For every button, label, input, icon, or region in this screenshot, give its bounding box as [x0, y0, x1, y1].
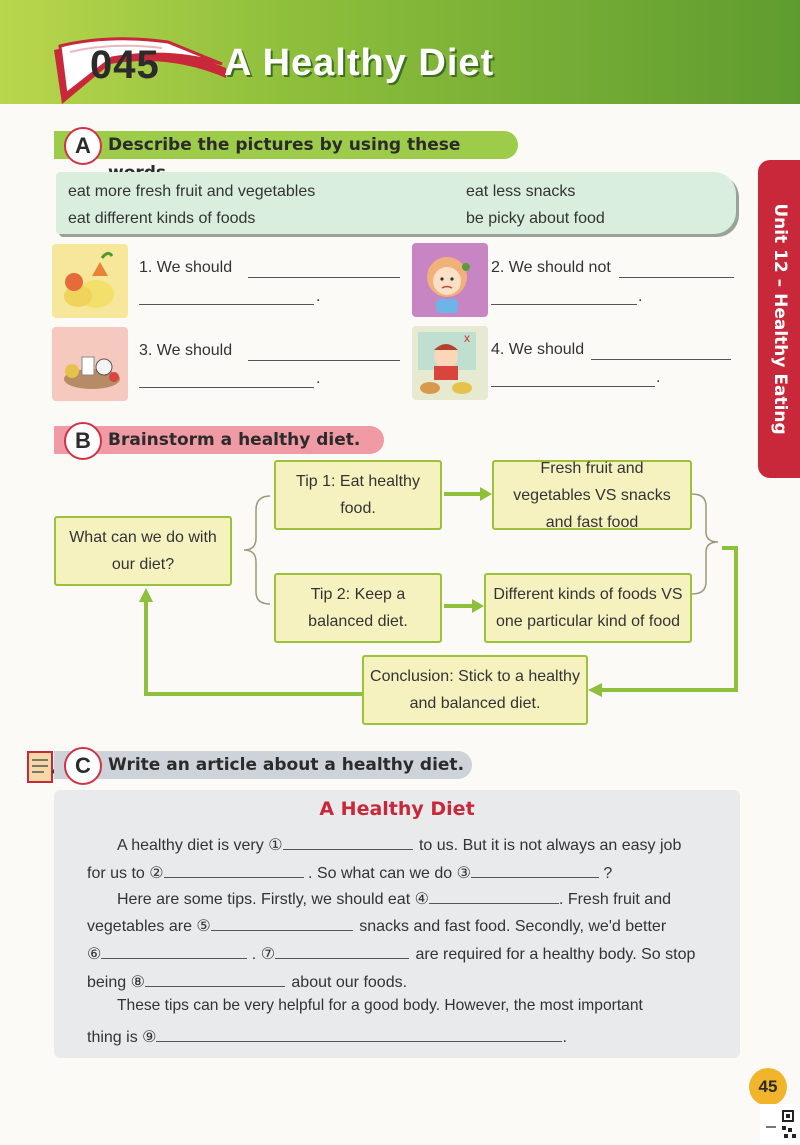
- lesson-number: 045: [90, 43, 160, 87]
- question-4-prompt: 4. We should: [491, 341, 585, 358]
- article-text: for us to ②: [87, 865, 164, 882]
- qr-code-icon: [760, 1104, 800, 1144]
- word-bank-item: be picky about food: [466, 210, 605, 227]
- diagram-tip-2-detail-box: Different kinds of foods VS one particular kind of food: [484, 573, 692, 643]
- article-text: vegetables are ⑤: [87, 918, 211, 935]
- section-c-bar: Write an article about a healthy diet.: [54, 751, 472, 779]
- diagram-tip-1-detail-box: Fresh fruit and vegetables VS snacks and fast food: [492, 460, 692, 530]
- question-1-end: .: [316, 288, 321, 305]
- question-3-prompt: 3. We should: [139, 342, 233, 359]
- article-text: . ⑦: [251, 946, 276, 963]
- section-b-badge: B: [64, 422, 102, 460]
- unit-side-tab-label: Unit 12 – Healthy Eating: [770, 203, 790, 435]
- section-a-bar: Describe the pictures by using these: [54, 131, 518, 159]
- word-bank-item: eat more fresh fruit and vegetables: [68, 183, 316, 200]
- question-2-end: .: [638, 288, 643, 305]
- page-number: 45: [749, 1068, 787, 1106]
- question-2-prompt: 2. We should not: [491, 259, 611, 276]
- article-line: [87, 944, 695, 964]
- article-blank-3[interactable]: [471, 863, 599, 878]
- article-text: to us. But it is not always an easy job: [418, 837, 682, 854]
- article-line: [87, 1027, 567, 1047]
- article-line: [117, 997, 643, 1015]
- article-line: [87, 972, 407, 992]
- diagram-question-box: What can we do with our diet?: [54, 516, 232, 586]
- diagram-tip-2-box: Tip 2: Keep a balanced diet.: [274, 573, 442, 643]
- article-text: ⑥: [87, 946, 102, 963]
- section-b-bar: Brainstorm a healthy diet.: [54, 426, 384, 454]
- question-1-prompt: 1. We should: [139, 259, 233, 276]
- svg-text:x: x: [464, 331, 470, 345]
- article-text: . So what can we do ③: [308, 865, 471, 882]
- lesson-title: A Healthy Diet: [224, 42, 495, 84]
- article-blank-6[interactable]: [101, 944, 247, 959]
- article-line: [87, 916, 666, 936]
- article-line: [117, 835, 681, 855]
- article-blank-4[interactable]: [429, 889, 559, 904]
- article-blank-5[interactable]: [211, 916, 353, 931]
- article-text: These tips can be very helpful for a good body. However, the most important: [117, 997, 643, 1014]
- article-title: A Healthy Diet: [319, 798, 475, 820]
- section-c-badge: C: [64, 747, 102, 785]
- question-4-end: .: [656, 369, 661, 386]
- word-bank-item: eat different kinds of foods: [68, 210, 256, 227]
- article-text: .: [562, 1029, 567, 1046]
- article-text: about our foods.: [291, 974, 408, 991]
- article-text: being ⑧: [87, 974, 145, 991]
- article-blank-1[interactable]: [283, 835, 413, 850]
- section-a-badge: A: [64, 127, 102, 165]
- article-blank-8[interactable]: [145, 972, 285, 987]
- article-text: thing is ⑨: [87, 1029, 157, 1046]
- article-text: . Fresh fruit and: [558, 891, 671, 908]
- article-line: [117, 889, 671, 909]
- article-text: Here are some tips. Firstly, we should eat ④: [117, 891, 429, 908]
- word-bank-item: eat less snacks: [466, 183, 576, 200]
- article-blank-9[interactable]: [156, 1027, 562, 1042]
- question-3-end: .: [316, 370, 321, 387]
- article-blank-7[interactable]: [275, 944, 409, 959]
- article-text: are required for a healthy body. So stop: [415, 946, 696, 963]
- article-line: [87, 863, 612, 883]
- article-text: snacks and fast food. Secondly, we'd better: [359, 918, 667, 935]
- article-text: A healthy diet is very ①: [117, 837, 283, 854]
- diagram-conclusion-box: Conclusion: Stick to a healthy and balanced diet.: [362, 655, 588, 725]
- diagram-tip-1-box: Tip 1: Eat healthy food.: [274, 460, 442, 530]
- article-text: ?: [603, 865, 613, 882]
- article-blank-2[interactable]: [164, 863, 304, 878]
